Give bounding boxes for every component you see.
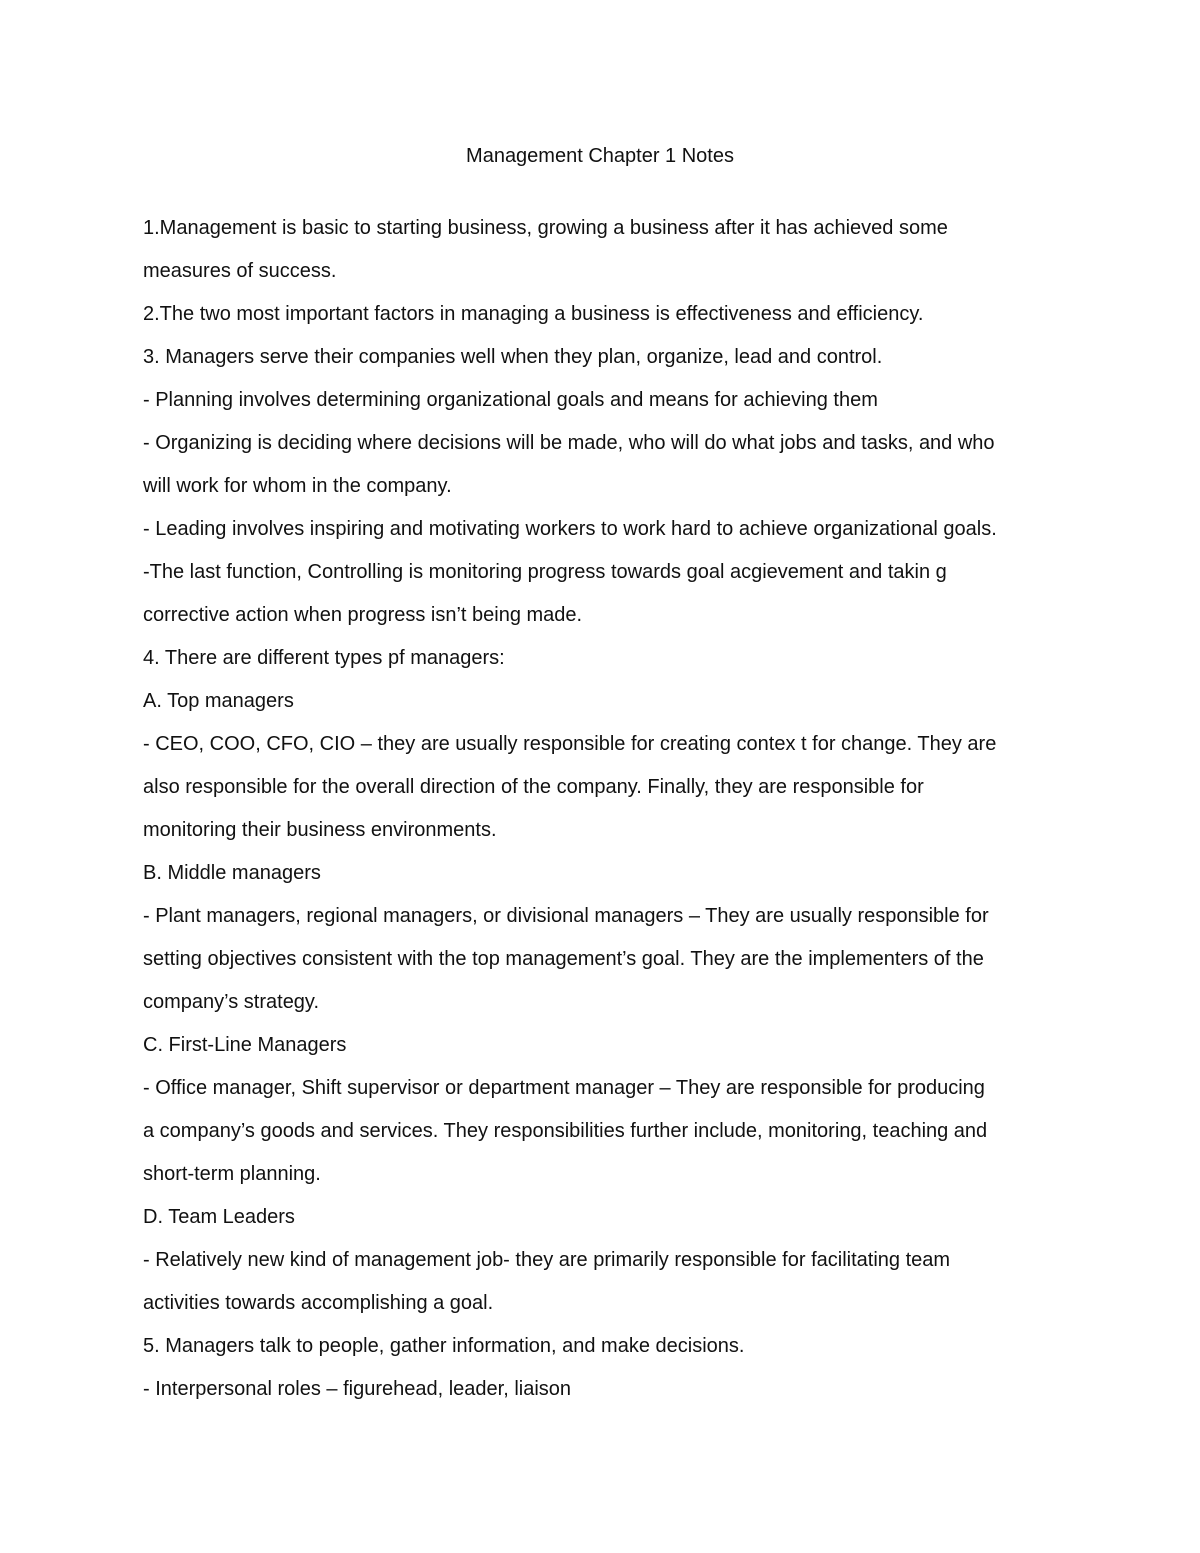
text-line: also responsible for the overall direction of the company. Finally, they are responsible for [143,776,924,798]
text-line: 1.Management is basic to starting business, growing a business after it has achieved some [143,217,948,239]
text-line: - Interpersonal roles – figurehead, leader, liaison [143,1378,572,1400]
text-line: - Office manager, Shift supervisor or department manager – They are responsible for producing [143,1077,985,1099]
text-line: - Organizing is deciding where decisions will be made, who will do what jobs and tasks, and who [143,432,995,454]
text-line: 4. There are different types pf managers: [143,647,505,669]
text-line: a company’s goods and services. They responsibilities further include, monitoring, teaching and [143,1120,988,1142]
text-line: - CEO, COO, CFO, CIO – they are usually responsible for creating contex t for change. They are [143,733,997,755]
text-line: will work for whom in the company. [143,475,452,497]
text-line: 2.The two most important factors in managing a business is effectiveness and efficiency. [143,303,924,325]
text-line: - Leading involves inspiring and motivating workers to work hard to achieve organizational goals. [143,518,997,540]
text-line: 5. Managers talk to people, gather information, and make decisions. [143,1335,745,1357]
text-line: -The last function, Controlling is monitoring progress towards goal acgievement and takin g [143,561,947,583]
text-line: company’s strategy. [143,991,320,1013]
text-line: A. Top managers [143,690,294,712]
text-line: activities towards accomplishing a goal. [143,1292,494,1314]
text-line: corrective action when progress isn’t being made. [143,604,583,626]
text-line: monitoring their business environments. [143,819,497,841]
text-line: - Plant managers, regional managers, or divisional managers – They are usually responsible for [143,905,989,927]
text-line: - Planning involves determining organizational goals and means for achieving them [143,389,878,411]
text-line: C. First-Line Managers [143,1034,347,1056]
text-line: D. Team Leaders [143,1206,295,1228]
text-line: 3. Managers serve their companies well when they plan, organize, lead and control. [143,346,883,368]
text-line: short-term planning. [143,1163,321,1185]
text-line: B. Middle managers [143,862,321,884]
document-title: Management Chapter 1 Notes [466,145,734,167]
text-line: measures of success. [143,260,337,282]
text-line: setting objectives consistent with the top management’s goal. They are the implementers of the [143,948,984,970]
document-body [143,207,1073,1411]
text-line: - Relatively new kind of management job- they are primarily responsible for facilitating team [143,1249,951,1271]
